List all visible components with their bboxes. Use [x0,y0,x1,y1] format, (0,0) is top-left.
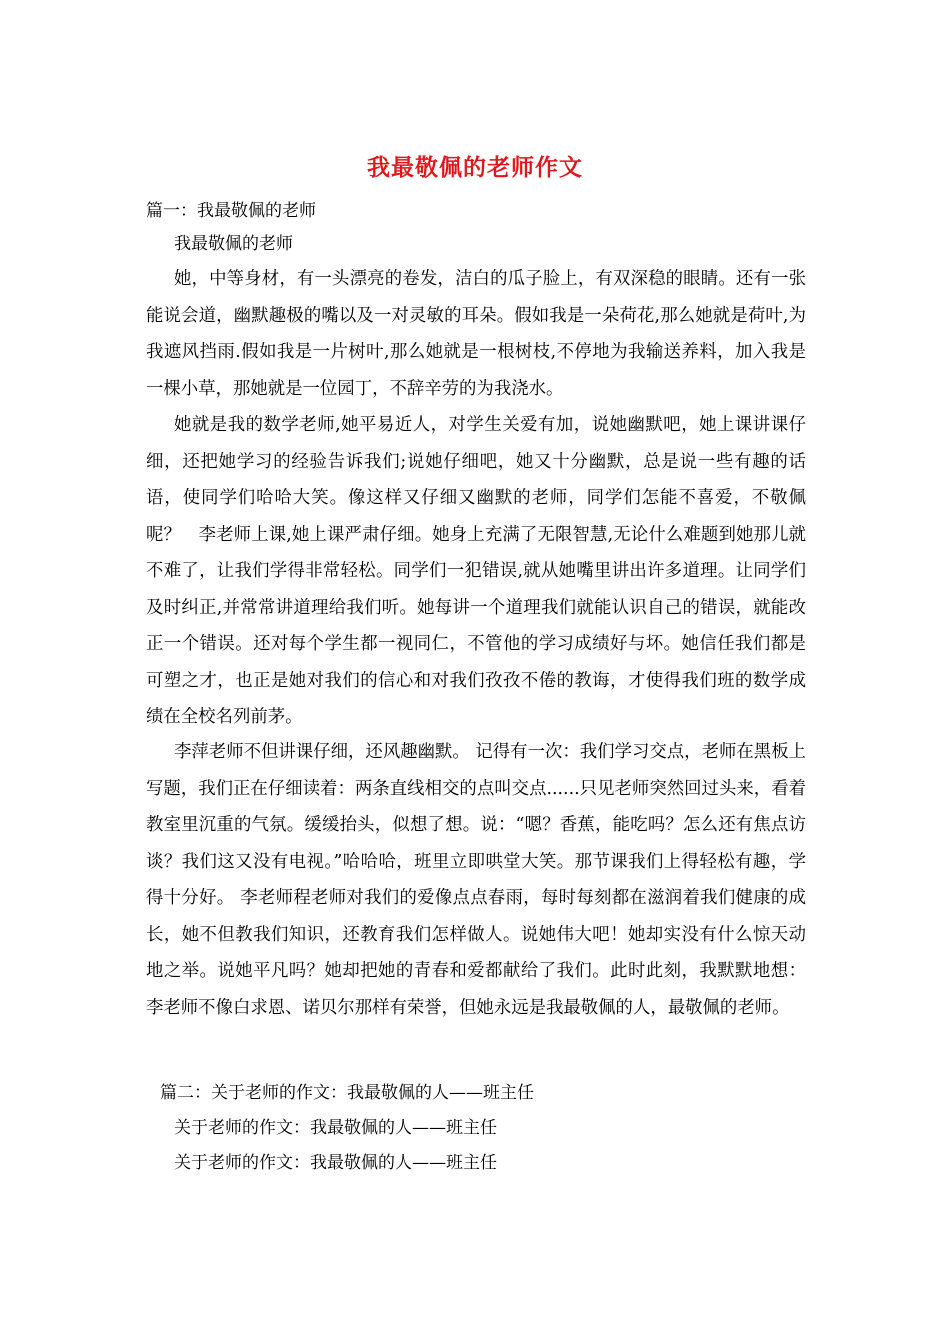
document-title: 我最敬佩的老师作文 [367,154,583,181]
paragraph-1: 她，中等身材，有一头漂亮的卷发，洁白的瓜子脸上，有双深稳的眼睛。还有一张能说会道，幽默趣极的嘴以及一对灵敏的耳朵。假如我是一朵荷花,那么她就是荷叶,为我遮风挡雨.假如我是一片树叶,那么她就是一根树枝,不停地为我输送养料，加入我是一棵小草，那她就是一位园丁，不辞辛劳的为我浇水。 [146,269,806,399]
section2-heading: 篇二：关于老师的作文：我最敬佩的人——班主任 [160,1083,534,1103]
section2-line-2: 关于老师的作文：我最敬佩的人——班主任 [174,1153,497,1173]
paragraph-3: 李萍老师不但讲课仔细，还风趣幽默。 记得有一次：我们学习交点，老师在黑板上写题，我们正在仔细读着：两条直线相交的点叫交点......只见老师突然回过头来，看着教室里沉重的气氛。缓缓抬头，似想了想。说：“嗯？香蕉，能吃吗？怎么还有焦点访谈？我们这又没有电视。”哈哈哈，班里立即哄堂大笑。那节课我们上得轻松有趣，学得十分好。 李老师程老师对我们的爱像点点春雨，每时每刻都在滋润着我们健康的成长，她不但教我们知识，还教育我们怎样做人。说她伟大吧！她却实没有什么惊天动地之举。说她平凡吗？她却把她的青春和爱都献给了我们。此时此刻，我默默地想：李老师不像白求恩、诺贝尔那样有荣誉，但她永远是我最敬佩的人，最敬佩的老师。 [146,742,806,1018]
section2-line-1: 关于老师的作文：我最敬佩的人——班主任 [174,1118,497,1138]
section1-subheading: 我最敬佩的老师 [174,234,293,254]
paragraph-2: 她就是我的数学老师,她平易近人，对学生关爱有加，说她幽默吧，她上课讲课仔细，还把她学习的经验告诉我们;说她仔细吧，她又十分幽默，总是说一些有趣的话语，使同学们哈哈大笑。像这样又仔细又幽默的老师，同学们怎能不喜爱，不敬佩呢？ 李老师上课,她上课严肃仔细。她身上充满了无限智慧,无论什么难题到她那儿就不难了，让我们学得非常轻松。同学们一犯错误,就从她嘴里讲出许多道理。让同学们及时纠正,并常常讲道理给我们听。她每讲一个道理我们就能认识自己的错误，就能改正一个错误。还对每个学生都一视同仁，不管他的学习成绩好与坏。她信任我们都是可塑之才，也正是她对我们的信心和对我们孜孜不倦的教诲，才使得我们班的数学成绩在全校名列前茅。 [146,415,806,727]
section1-heading: 篇一：我最敬佩的老师 [146,201,316,221]
